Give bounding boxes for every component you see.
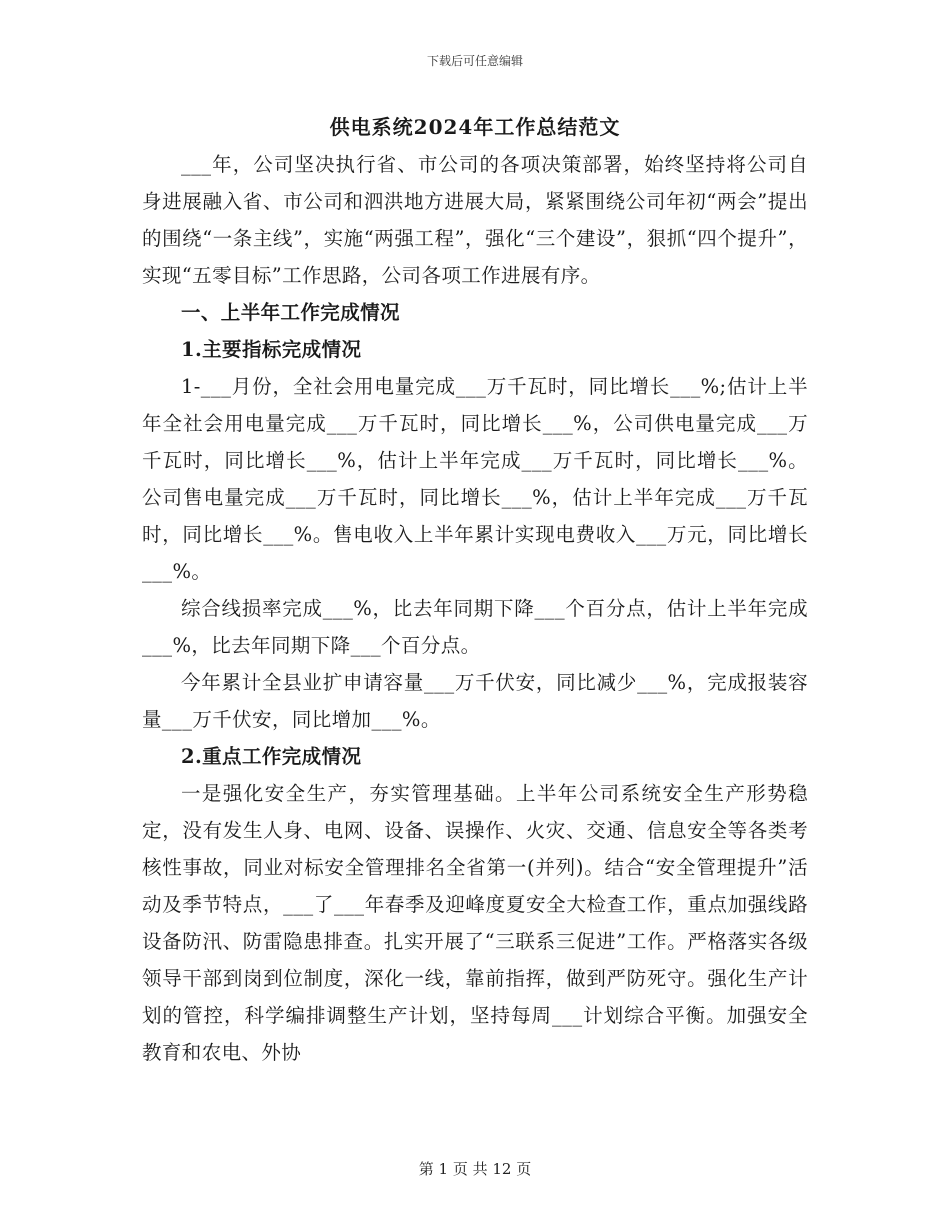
body-paragraph: 一是强化安全生产，夯实管理基础。上半年公司系统安全生产形势稳定，没有发生人身、电网、设备、误操作、火灾、交通、信息安全等各类考核性事故，同业对标安全管理排名全省第一(并列)。结合“安全管理提升”活动及季节特点，___了___年春季及迎峰度夏安全大检查工作，重点加强线路设备防汛、防雷隐患排查。扎实开展了“三联系三促进”工作。严格落实各级领导干部到岗到位制度，深化一线，靠前指挥，做到严防死守。强化生产计划的管控，科学编排调整生产计划，坚持每周___计划综合平衡。加强安全教育和农电、外协 [142,782,808,1064]
subsection-heading: 1.主要指标完成情况 [181,338,362,361]
intro-paragraph: ___年，公司坚决执行省、市公司的各项决策部署，始终坚持将公司自身进展融入省、市公司和泗洪地方进展大局，紧紧围绕公司年初“两会”提出的围绕“一条主线”，实施“两强工程”，强化“三个建设”，狠抓“四个提升”，实现“五零目标”工作思路，公司各项工作进展有序。 [142,153,808,287]
section-heading: 一、上半年工作完成情况 [181,301,400,324]
document-body [142,112,808,1071]
page-footer: 第 1 页 共 12 页 [418,1160,532,1178]
header-note: 下载后可任意编辑 [426,54,523,68]
body-paragraph: 1-___月份，全社会用电量完成___万千瓦时，同比增长___%;估计上半年全社会用电量完成___万千瓦时，同比增长___%，公司供电量完成___万千瓦时，同比增长___%，估计上半年完成___万千瓦时，同比增长___%。公司售电量完成___万千瓦时，同比增长___%，估计上半年完成___万千瓦时，同比增长___%。售电收入上半年累计实现电费收入___万元，同比增长___%。 [142,375,808,583]
document-title: 供电系统2024年工作总结范文 [329,115,621,139]
body-paragraph: 今年累计全县业扩申请容量___万千伏安，同比减少___%，完成报装容量___万千伏安，同比增加___%。 [142,671,808,731]
body-paragraph: 综合线损率完成___%，比去年同期下降___个百分点，估计上半年完成___%，比去年同期下降___个百分点。 [142,597,808,657]
subsection-heading: 2.重点工作完成情况 [181,745,362,768]
